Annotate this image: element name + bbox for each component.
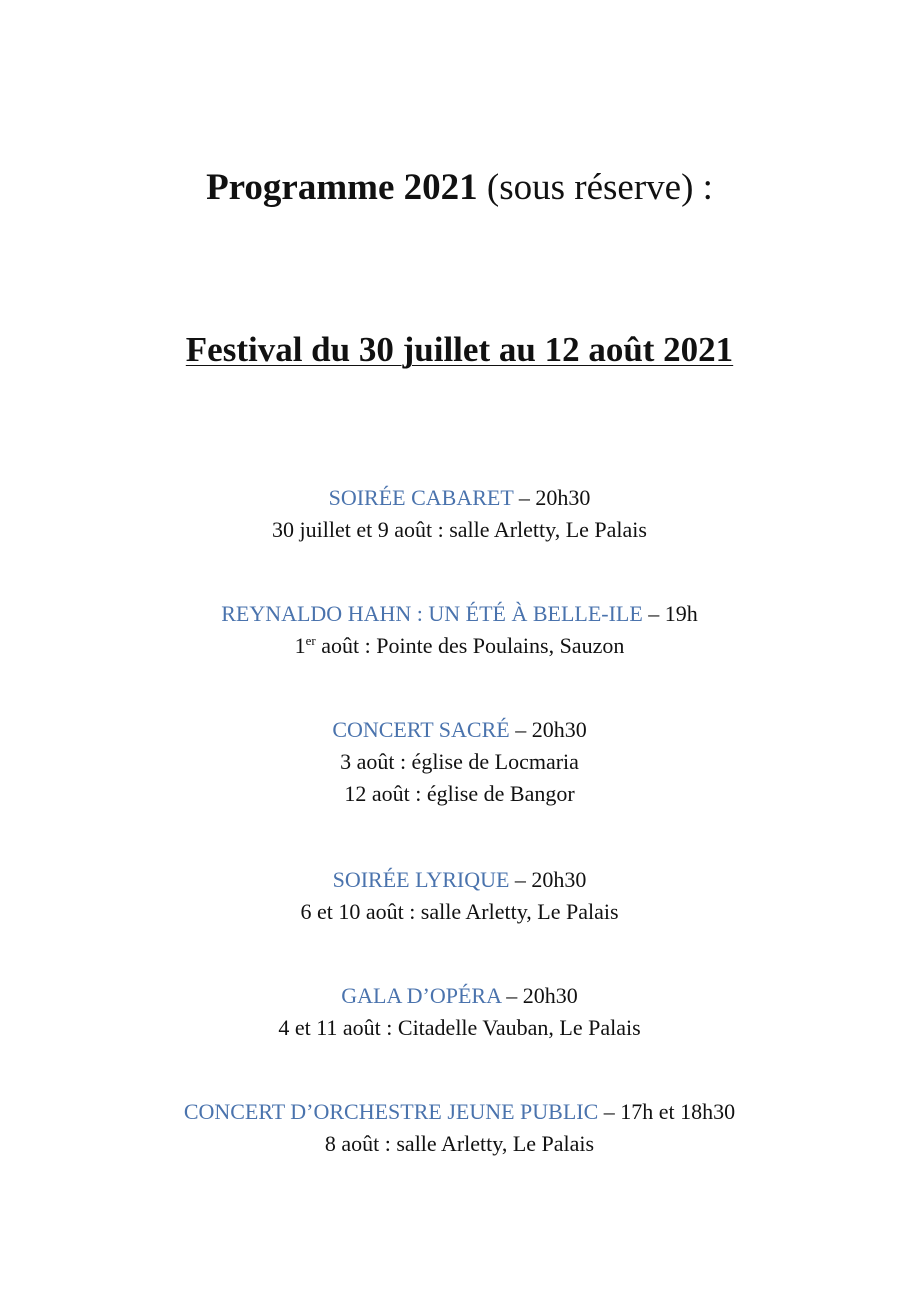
event-heading (0, 482, 919, 514)
event-name: CONCERT D’ORCHESTRE JEUNE PUBLIC (183, 1099, 599, 1124)
event-time: – 20h30 (509, 717, 587, 742)
event-concert-sacre (0, 714, 919, 810)
event-heading (0, 714, 919, 746)
event-detail-day: 1 (294, 633, 306, 658)
page-title-note: (sous réserve) : (477, 167, 713, 208)
event-detail (0, 630, 919, 662)
festival-dates-text: Festival du 30 juillet au 12 août 2021 (185, 330, 734, 369)
event-name: GALA D’OPÉRA (341, 983, 501, 1008)
event-soiree-lyrique (0, 864, 919, 928)
event-heading (0, 980, 919, 1012)
festival-dates-heading (0, 325, 919, 375)
event-concert-orchestre (0, 1096, 919, 1160)
event-heading (0, 598, 919, 630)
event-time: – 20h30 (513, 485, 591, 510)
event-name: CONCERT SACRÉ (332, 717, 510, 742)
event-detail: 4 et 11 août : Citadelle Vauban, Le Palais (278, 1015, 641, 1040)
event-detail-place: août : Pointe des Poulains, Sauzon (315, 633, 625, 658)
event-detail: 3 août : église de Locmaria (340, 749, 579, 774)
event-detail: 30 juillet et 9 août : salle Arletty, Le Palais (272, 517, 647, 542)
event-name: SOIRÉE LYRIQUE (332, 867, 510, 892)
event-name: SOIRÉE CABARET (328, 485, 514, 510)
event-heading (0, 864, 919, 896)
event-gala-opera (0, 980, 919, 1044)
event-time: – 20h30 (509, 867, 587, 892)
event-time: – 17h et 18h30 (598, 1099, 736, 1124)
event-heading (0, 1096, 919, 1128)
event-detail: 12 août : église de Bangor (344, 781, 575, 806)
page-title (0, 162, 919, 214)
event-detail-ordinal: er (305, 633, 316, 648)
page-title-main: Programme 2021 (206, 167, 478, 208)
event-time: – 19h (642, 601, 698, 626)
event-detail: 8 août : salle Arletty, Le Palais (324, 1131, 595, 1156)
event-name: REYNALDO HAHN : UN ÉTÉ À BELLE-ILE (221, 601, 643, 626)
event-time: – 20h30 (500, 983, 578, 1008)
event-detail: 6 et 10 août : salle Arletty, Le Palais (300, 899, 619, 924)
event-soiree-cabaret (0, 482, 919, 546)
event-reynaldo-hahn (0, 598, 919, 662)
